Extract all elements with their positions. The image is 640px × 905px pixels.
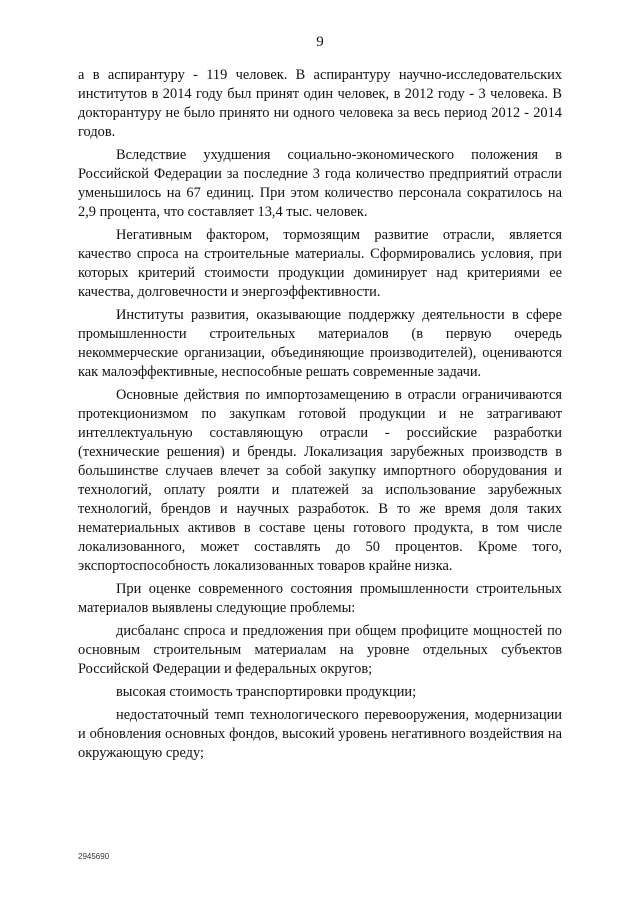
page-number: 9 [316, 34, 324, 50]
document-code: 2945690 [78, 852, 110, 861]
paragraph: а в аспирантуру - 119 человек. В аспирантуру научно-исследовательских институтов в 2014 году был принят один человек, в 2012 году - 3 человека. В докторантуру не было принято ни одного человека за весь период 2012 - 2014 годов. [78, 67, 562, 140]
list-item: дисбаланс спроса и предложения при общем профиците мощностей по основным строительным материалам на уровне отдельных субъектов Российской Федерации и федеральных округов; [78, 623, 562, 677]
paragraph: Вследствие ухудшения социально-экономического положения в Российской Федерации за последние 3 года количество предприятий отрасли уменьшилось на 67 единиц. При этом количество персонала сократилось на 2,9 процента, что составляет 13,4 тыс. человек. [78, 147, 562, 220]
paragraph: При оценке современного состояния промышленности строительных материалов выявлены следующие проблемы: [78, 581, 562, 616]
list-item: недостаточный темп технологического перевооружения, модернизации и обновления основных фондов, высокий уровень негативного воздействия на окружающую среду; [78, 707, 562, 761]
list-item: высокая стоимость транспортировки продукции; [116, 684, 417, 700]
document-body [78, 66, 562, 767]
paragraph: Негативным фактором, тормозящим развитие отрасли, является качество спроса на строительные материалы. Сформировались условия, при которых критерий стоимости продукции доминирует над критериями ее качества, долговечности и энергоэффективности. [78, 227, 562, 300]
paragraph: Институты развития, оказывающие поддержку деятельности в сфере промышленности строительных материалов (в первую очередь некоммерческие организации, объединяющие производителей), оцениваются как малоэффективные, неспособные решать современные задачи. [78, 307, 562, 380]
paragraph: Основные действия по импортозамещению в отрасли ограничиваются протекционизмом по закупкам готовой продукции и не затрагивают интеллектуальную составляющую отрасли - российские разработки (технические решения) и бренды. Локализация зарубежных производств в большинстве случаев влечет за собой закупку импортного оборудования и технологий, оплату роялти и платежей за использование зарубежных технологий, брендов и научных разработок. В то же время доля таких нематериальных активов в составе цены готового продукта, в том числе локализованного, может составлять до 50 процентов. Кроме того, экспортоспособность локализованных товаров крайне низка. [78, 387, 562, 574]
